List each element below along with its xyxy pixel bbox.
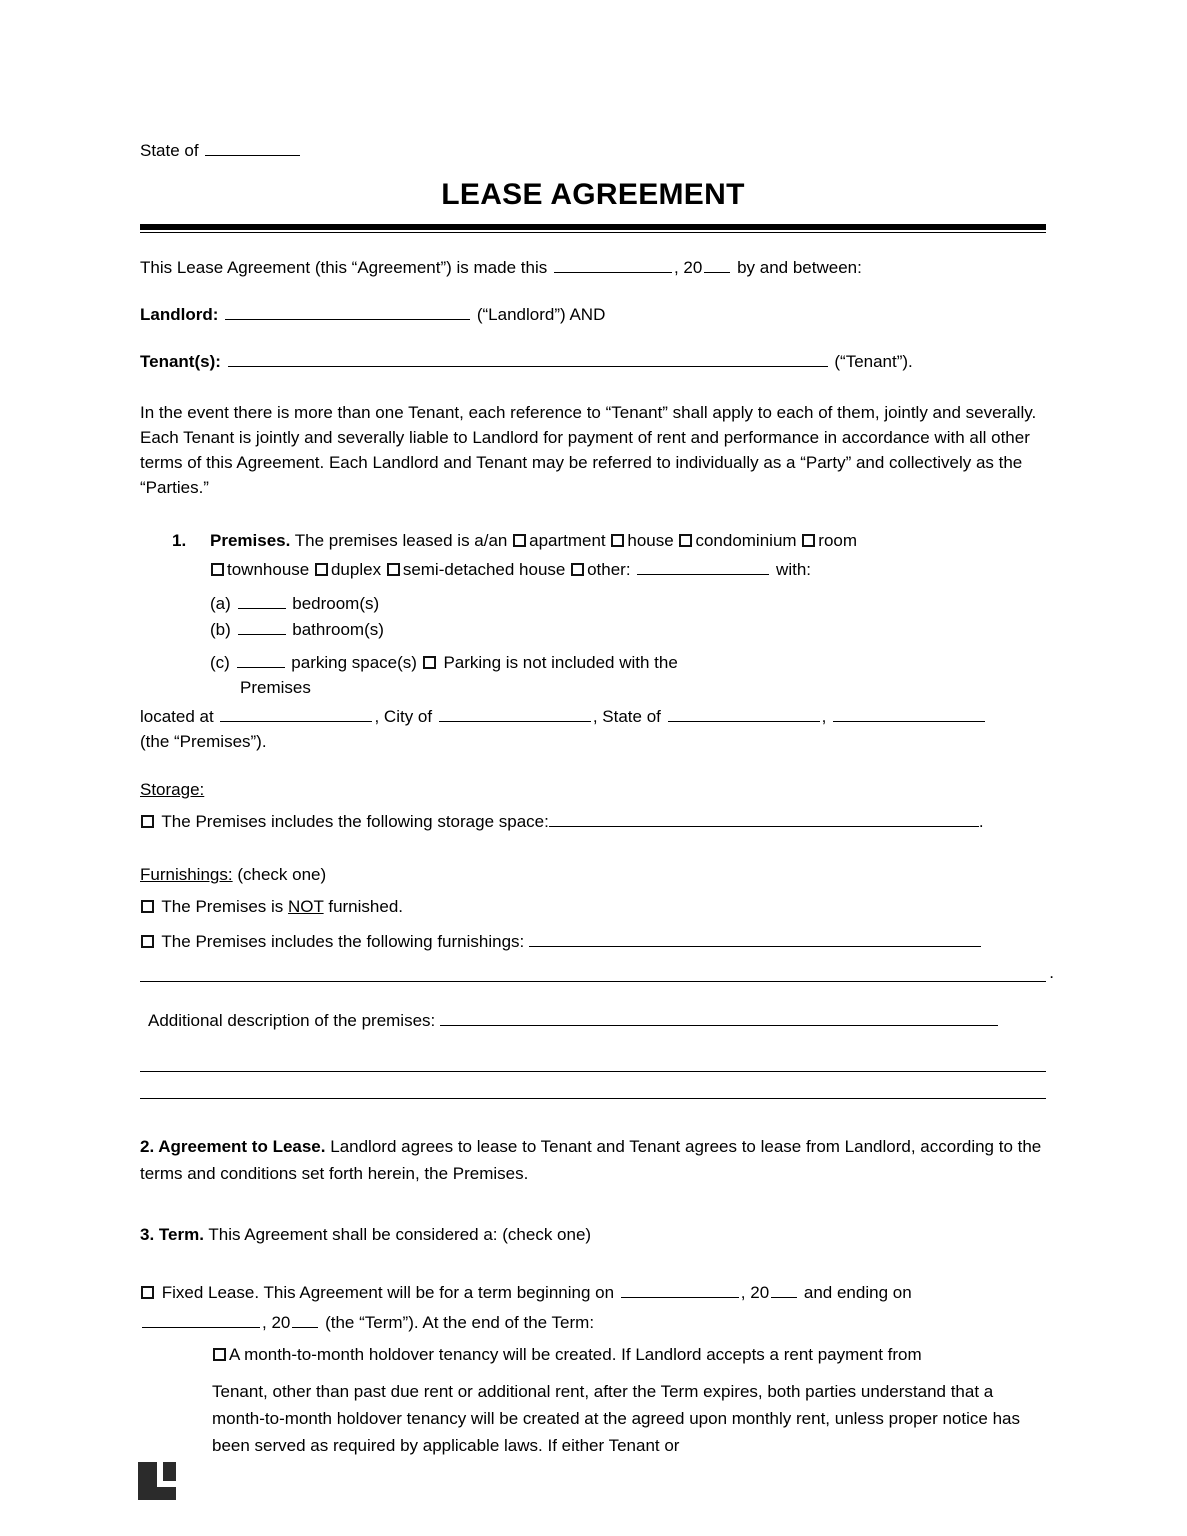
section-1-lead-text: The premises leased is a/an [294,531,508,550]
option-townhouse-label: townhouse [227,560,310,579]
landlord-suffix-text: (“Landlord”) AND [476,305,606,324]
fixed-lease-end-date-blank[interactable] [142,1312,260,1328]
state-of-line [140,0,1046,162]
fixed-lease-start-year-blank[interactable] [771,1282,797,1298]
sub-item-bathrooms [172,617,1046,643]
bathrooms-label: bathroom(s) [292,620,384,639]
address-comma: , [821,707,827,726]
furnishings-description-blank-1[interactable] [529,931,981,947]
title-divider [140,224,1046,233]
fixed-lease-block [140,1278,1046,1459]
additional-description-line [140,1008,1046,1033]
storage-period: . [978,812,984,831]
checkbox-includes-furnishings[interactable] [141,935,154,948]
tenant-name-blank[interactable] [228,351,828,367]
fixed-lease-text-e: (the “Term”). At the end of the Term: [325,1313,595,1332]
fixed-lease-end-year-blank[interactable] [292,1312,318,1328]
furnishings-description-line-2[interactable] [140,963,1054,982]
agreement-date-blank[interactable] [554,257,672,273]
document-content [140,0,1054,1459]
checkbox-townhouse[interactable] [211,563,224,576]
legal-templates-logo-icon [138,1462,176,1500]
sub-item-b-marker: (b) [210,620,231,639]
not-furnished-emphasis: NOT [288,897,324,916]
section-3-term [140,1221,1046,1248]
bedrooms-label: bedroom(s) [292,594,380,613]
option-room-label: room [818,531,858,550]
checkbox-holdover-tenancy[interactable] [213,1348,226,1361]
parking-not-included-continuation: Premises [240,678,311,697]
bathrooms-count-blank[interactable] [238,619,286,635]
checkbox-house[interactable] [611,534,624,547]
state-of-label: State of [140,141,199,160]
section-3-body: This Agreement shall be considered a: (check one) [208,1225,592,1244]
checkbox-condominium[interactable] [679,534,692,547]
checkbox-storage[interactable] [141,815,154,828]
checkbox-apartment[interactable] [513,534,526,547]
storage-heading: Storage: [140,780,205,799]
parking-not-included-label: Parking is not included with the [443,653,678,672]
checkbox-fixed-lease[interactable] [141,1286,154,1299]
checkbox-not-furnished[interactable] [141,900,154,913]
additional-description-blank-2[interactable] [140,1045,1046,1072]
option-house-label: house [627,531,674,550]
section-1-number: 1. [172,531,187,550]
option-apartment-label: apartment [529,531,606,550]
premises-definition: (the “Premises”). [140,732,267,751]
fixed-lease-text-c: and ending on [803,1283,912,1302]
option-other-label: other: [587,560,631,579]
holdover-first-text: A month-to-month holdover tenancy will be created. If Landlord accepts a rent payment from [229,1345,922,1364]
landlord-line [140,302,1046,327]
zip-blank[interactable] [833,706,985,722]
sub-item-a-marker: (a) [210,594,231,613]
storage-option-label: The Premises includes the following storage space: [161,812,549,831]
tenant-suffix-text: (“Tenant”). [834,352,913,371]
agreement-date-line [140,255,1046,280]
section-2-body: Landlord agrees to lease to Tenant and Tenant agrees to lease from Landlord, according to the terms and conditions set forth herein, the Premises. [140,1137,1042,1183]
city-blank[interactable] [439,706,591,722]
joint-several-paragraph: In the event there is more than one Tenant, each reference to “Tenant” shall apply to each of them, jointly and severally. Each Tenant is jointly and severally liable to Landlord for payment of rent and performance in accordance with all other terms of this Agreement. Each Landlord and Tenant may be referred to individually as a “Party” and collectively as the “Parties.” [140,403,1037,497]
section-3-heading: 3. Term. [140,1225,204,1244]
checkbox-other[interactable] [571,563,584,576]
divider-thick-bar [140,224,1046,230]
bedrooms-count-blank[interactable] [238,593,286,609]
section-2-heading: 2. Agreement to Lease. [140,1137,326,1156]
agreement-made-this-text: This Lease Agreement (this “Agreement”) is made this [140,258,548,277]
additional-description-blank-3[interactable] [140,1072,1046,1099]
holdover-option-line [140,1340,1046,1370]
option-semi-detached-label: semi-detached house [402,560,566,579]
sub-item-parking [172,650,1046,676]
fixed-lease-line-2 [140,1308,1046,1338]
includes-furnishings-label: The Premises includes the following furnishings: [161,932,525,951]
located-at-label: located at [140,707,214,726]
furnishings-heading-wrap [140,865,1046,885]
checkbox-semi-detached-house[interactable] [387,563,400,576]
additional-description-label: Additional description of the premises: [148,1011,436,1030]
state-of-label-2: , State of [592,707,661,726]
section-1-heading-line [172,526,1046,555]
option-other-blank[interactable] [637,559,769,575]
sub-item-c-marker: (c) [210,653,230,672]
option-condominium-label: condominium [695,531,797,550]
logo-notch [157,1462,176,1487]
option-duplex-label: duplex [330,560,382,579]
fixed-lease-text-a: Fixed Lease. This Agreement will be for a term beginning on [161,1283,615,1302]
address-blank[interactable] [220,706,372,722]
landlord-label: Landlord: [140,305,219,324]
holdover-continuation-text: Tenant, other than past due rent or additional rent, after the Term expires, both parties understand that a month-to-month holdover tenancy will be created at the agreed upon monthly rent, unless proper notice has been served as required by applicable laws. If either Tenant or [212,1382,1020,1455]
with-label: with: [776,560,812,579]
section-1-title: Premises. [210,531,291,550]
agreement-by-between-text: by and between: [737,258,862,277]
furnishings-option-includes [140,928,1046,955]
not-furnished-pre: The Premises is [161,897,284,916]
section-2-agreement-to-lease [140,1133,1046,1187]
furnishings-description-blank-2[interactable] [140,964,1046,982]
city-of-label: , City of [374,707,433,726]
checkbox-room[interactable] [802,534,815,547]
state-of-blank[interactable] [205,140,300,156]
tenant-label: Tenant(s): [140,352,221,371]
logo-notch-inner [163,1462,176,1481]
additional-description-blank-1[interactable] [440,1010,998,1026]
section-1-options-row2 [172,555,1046,584]
storage-option-line [140,808,1046,835]
state-blank[interactable] [668,706,820,722]
sub-item-bedrooms [172,591,1046,617]
checkbox-parking-not-included[interactable] [423,656,436,669]
fixed-lease-line-1 [140,1278,1046,1308]
fixed-lease-start-date-blank[interactable] [621,1282,739,1298]
storage-description-blank[interactable] [549,811,979,827]
agreement-year-prefix: , 20 [673,258,703,277]
furnishings-period: . [1049,963,1054,982]
furnishings-heading: Furnishings: [140,865,233,884]
agreement-year-blank[interactable] [704,257,730,273]
page-title: LEASE AGREEMENT [441,178,745,211]
parking-count-blank[interactable] [237,652,285,668]
premises-address-line [140,704,1046,729]
tenant-line [140,349,1046,374]
parking-label: parking space(s) [291,653,417,672]
storage-heading-wrap [140,780,1046,800]
fixed-lease-text-b: , 20 [740,1283,770,1302]
furnishings-check-one-note: (check one) [237,865,327,884]
section-1-premises [140,526,1046,700]
fixed-lease-text-d: , 20 [262,1313,291,1332]
checkbox-duplex[interactable] [315,563,328,576]
not-furnished-post: furnished. [328,897,404,916]
divider-thin-bar [140,232,1046,233]
furnishings-option-not-furnished [140,893,1046,920]
landlord-name-blank[interactable] [225,304,470,320]
